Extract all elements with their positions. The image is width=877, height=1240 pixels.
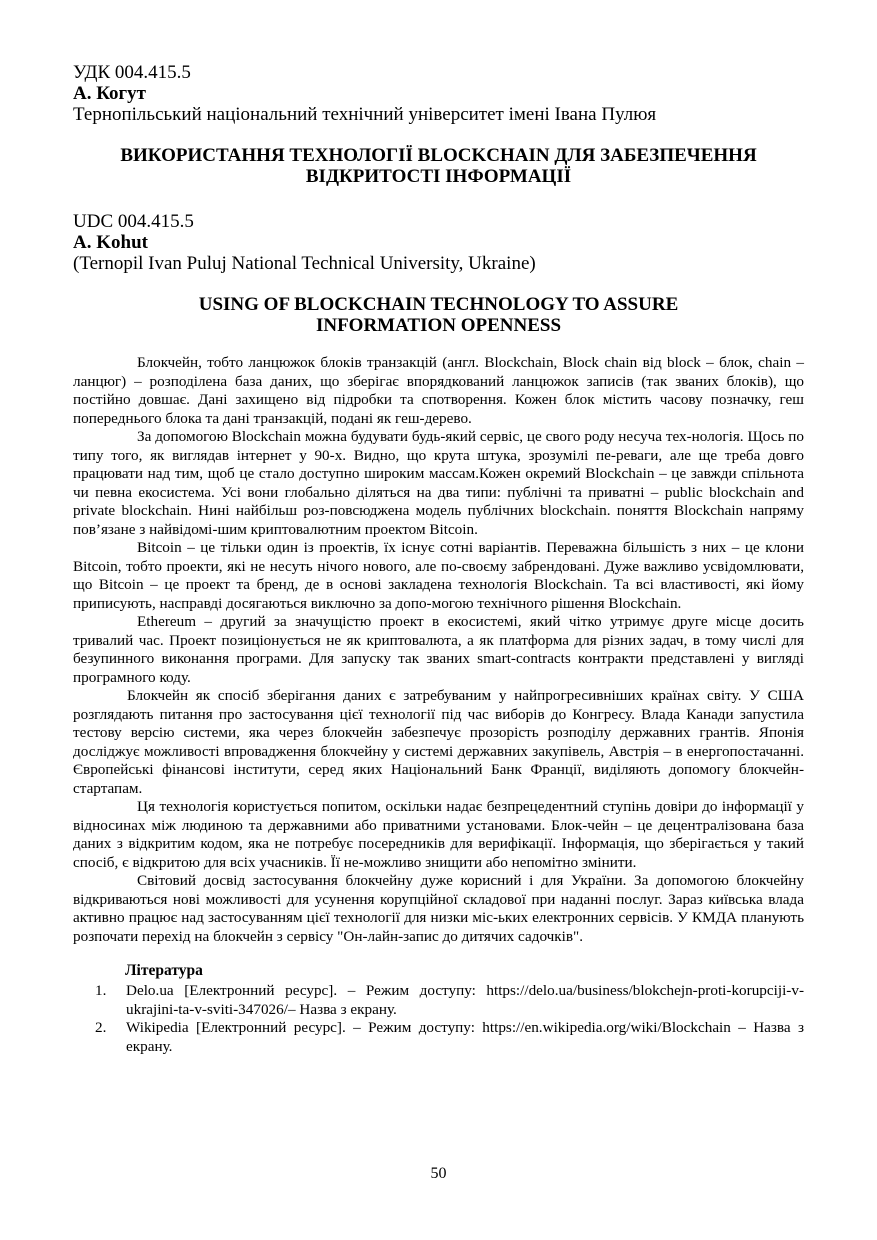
author-name-ua: А. Когут: [73, 83, 147, 104]
paper-title-en: [73, 294, 804, 336]
udc-code-ua: УДК 004.415.5: [73, 62, 191, 83]
references-list: [73, 982, 804, 1056]
paper-page: [73, 62, 804, 1056]
page-number: 50: [430, 1165, 447, 1182]
references-heading: Література: [125, 962, 203, 979]
body-paragraph: За допомогою Blockchain можна будувати будь-який сервіс, це свого роду несуча тех-нологія. Щось по типу того, як виглядав інтернет у 90-х. Видно, що крута штука, зрозумілі пе-реваги, але ще треба довго працювати над тим, щоб це стало доступно широким массам.Кожен окремий Blockchain – це завжди спільнота чи певна екосистема. Усі вони глобально діляться на два типи: публічні та приватні – public blockchain and private blockchain. Нині найбільш роз-повсюджена модель публічних blockchain. поняття Blockchain напряму пов’язане з найвідомі-шим криптовалютним проектом Bitcoin.: [73, 428, 804, 538]
body-paragraph: Bitcoin – це тільки один із проектів, їх існує сотні варіантів. Переважна більшість з них – це клони Bitcoin, тобто проекти, які не несуть нічого нового, але по-своєму забрендовані. Дуже важливо усвідомлювати, що Bitcoin – це проект та бренд, де в основі закладена технологія Blockchain. Та всі властивості, які йому приписують, насправді досягаються виключно за допо-могою технічного рішення Blockchain.: [73, 539, 804, 612]
body-text: [73, 354, 804, 946]
paper-title-en-line2: INFORMATION OPENNESS: [315, 315, 562, 336]
paper-title-ua-line2: ВІДКРИТОСТІ ІНФОРМАЦІЇ: [305, 166, 572, 187]
header-ukrainian: [73, 62, 804, 187]
header-english: [73, 211, 804, 336]
body-paragraph: Ethereum – другий за значущістю проект в екосистемі, який чітко утримує друге місце досить тривалий час. Проект позиціонується не як криптовалюта, а як платформа для різних задач, в тому числі для безупинного виконання програми. Для запуску так званих smart-contracts контракти представлені у вигляді програмного коду.: [73, 613, 804, 686]
reference-item: [73, 1019, 804, 1056]
reference-number: 2.: [95, 1019, 107, 1036]
reference-text: Delo.ua [Електронний ресурс]. – Режим доступу: https://delo.ua/business/blokchejn-proti-korupciji-v-ukrajini-ta-v-sviti-347026/– Назва з екрану.: [126, 982, 804, 1018]
body-paragraph: Блокчейн, тобто ланцюжок блоків транзакцій (англ. Blockchain, Block chain від block – блок, chain – ланцюг) – розподілена база даних, що зберігає впорядкований ланцюжок записів (так званих блоків), що постійно довшає. Дані захищено від підробки та спотворення. Кожен блок містить часову позначку, геш попереднього блока та дані транзакцій, подані як геш-дерево.: [73, 354, 804, 427]
paper-title-ua-line1: ВИКОРИСТАННЯ ТЕХНОЛОГІЇ BLOCKCHAIN ДЛЯ ЗАБЕЗПЕЧЕННЯ: [120, 145, 757, 166]
paper-title-en-line1: USING OF BLOCKCHAIN TECHNOLOGY TO ASSURE: [198, 294, 679, 315]
body-paragraph: Світовий досвід застосування блокчейну дуже корисний і для України. За допомогою блокчейну відкриваються нові можливості для усунення корупційної складової при наданні послуг. Зараз київська влада активно працює над застосуванням цієї технології для низки міс-ьких електронних сервісів. У КМДА планують розпочати перехід на блокчейн з сервісу "Он-лайн-запис до дитячих садочків".: [73, 872, 804, 945]
reference-number: 1.: [95, 982, 107, 999]
reference-item: [73, 982, 804, 1019]
body-paragraph: Ця технологія користується попитом, оскільки надає безпрецедентний ступінь довіри до інформації у відносинах між людиною та державними або приватними установами. Блок-чейн – це децентралізована база даних з відкритим кодом, яка не потребує посередників для верифікації. Інформація, що зберігається у такий спосіб, є відкритою для всіх учасників. Її не-можливо знищити або непомітно змінити.: [73, 798, 804, 871]
affiliation-ua: Тернопільський національний технічний університет імені Івана Пулюя: [73, 104, 657, 125]
affiliation-en: (Ternopil Ivan Puluj National Technical University, Ukraine): [73, 253, 536, 274]
author-name-en: A. Kohut: [73, 232, 148, 253]
reference-text: Wikipedia [Електронний ресурс]. – Режим доступу: https://en.wikipedia.org/wiki/Blockchain – Назва з екрану.: [126, 1019, 804, 1055]
udc-code-en: UDC 004.415.5: [73, 211, 194, 232]
paper-title-ua: [73, 145, 804, 187]
body-paragraph: Блокчейн як спосіб зберігання даних є затребуваним у найпрогресивніших країнах світу. У США розглядають питання про застосування цієї технології під час виборів до Конгресу. Влада Канади запустила тестову версію системи, яка через блокчейн забезпечує прозорість розподілу державних грантів. Японія досліджує можливості впровадження блокчейну у системі державних закупівель, Австрія – в енергопостачанні. Європейські фінансові інститути, серед яких Національний Банк Франції, виділяють допомогу блокчейн-стартапам.: [73, 687, 804, 797]
